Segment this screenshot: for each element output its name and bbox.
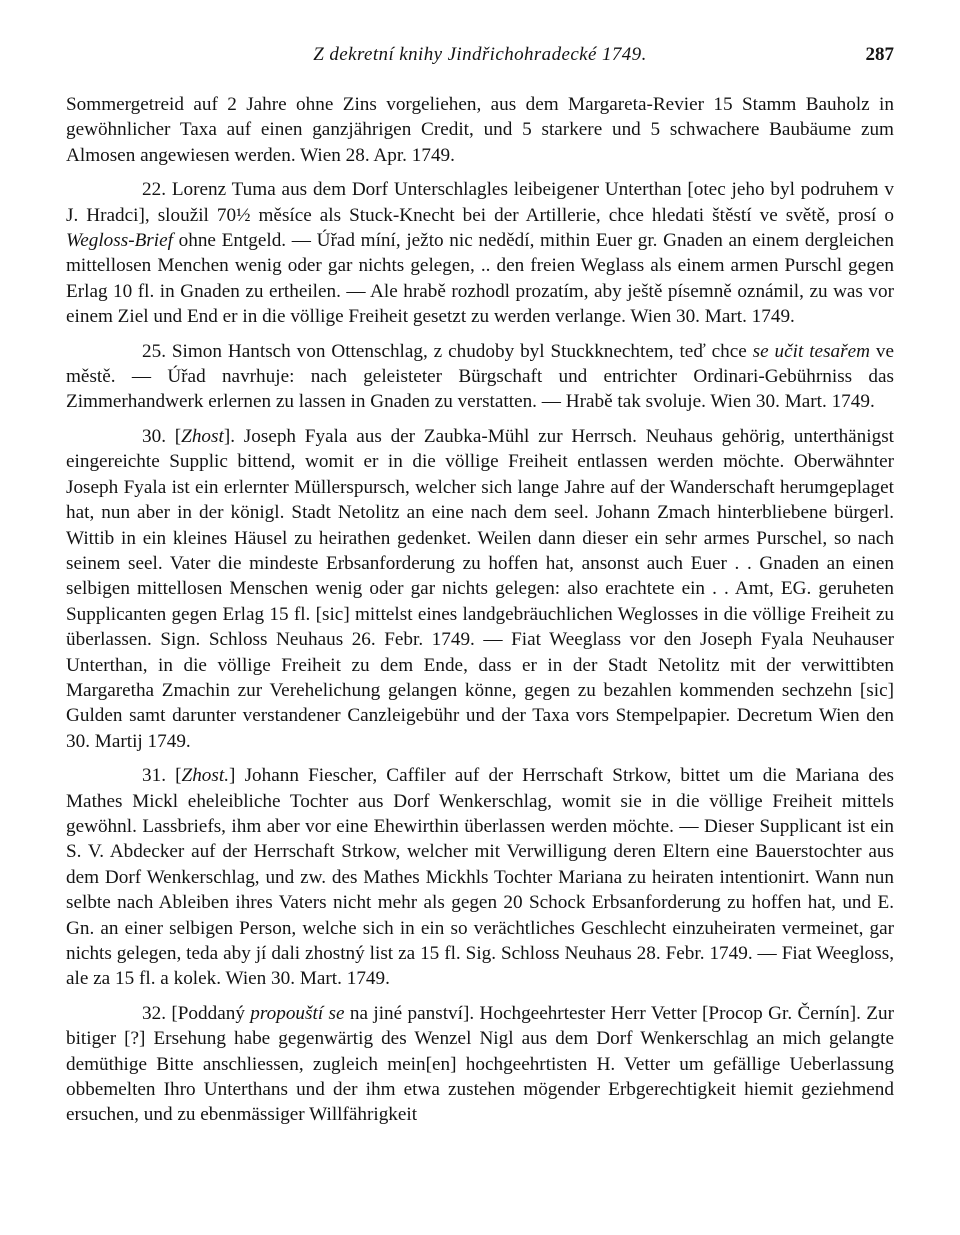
paragraph-32 bbox=[66, 1001, 894, 1128]
text-run: 32. [Poddaný bbox=[142, 1002, 251, 1024]
body-text bbox=[66, 92, 894, 1128]
text-run: ] Johann Fiescher, Caffiler auf der Herrschaft Strkow, bittet um die Mariana des Mathes Mickl eheleibliche Tochter aus Dorf Wenkerschlag, womit sie in die völlige Freiheit mittels gewöhnl. Lassbriefs, ihm aber vor eine Ehewirthin überlassen werden möchte. — Dieser Supplicant ist ein S. V. Abdecker auf der Herrschaft Strkow, welcher mit Verwilligung deren Eltern eine Bauerstochter aus dem Dorf Wenkerschlag, und zw. des Mathes Mickhls Tochter Mariana zu heiraten intentionirt. Wann nun selbte nach Ableiben ihres Vaters nicht mehr als gegen 20 Schock Erbsanforderung zu hoffen hat, und E. Gn. an einer selbigen Person, welche sich in ein so verächtliches Geschlecht einzuheiraten vermeinet, gar nichts gelegen, teda aby jí dali zhostný list za 15 fl. Sig. Schloss Neuhaus 28. Febr. 1749. — Fiat Weegloss, ale za 15 fl. a kolek. Wien 30. Mart. 1749. bbox=[66, 765, 895, 990]
text-run: ohne Entgeld. — Úřad míní, ježto nic nedědí, mithin Euer gr. Gnaden an einem dergleichen mittellosen Menchen wenig oder gar nichts gelegen, .. den freien Weglass als einem armen Purschl gegen Erlag 10 fl. in Gnaden zu ertheilen. — Ale hrabě rozhodl prozatím, aby ještě písemně oznámil, zu was vor einem Ziel und End er in die völlige Freiheit gesetzt zu werden verlange. Wien 30. Mart. 1749. bbox=[66, 230, 894, 328]
text-run: ]. Joseph Fyala aus der Zaubka-Mühl zur Herrsch. Neuhaus gehörig, unterthänigst eingereichte Supplic bittend, womit er in die völlige Freiheit entlassen werden möchte. Oberwähnter Joseph Fyala ist ein erlernter Müllerspursch, welcher sich lange Jahre auf der Wanderschaft herumgeplaget hat, nun aber in der königl. Stadt Netolitz an eine nach dem seel. Johann Zmach hinterbliebene bürgerl. Wittib in ein kleines Häusel zu heirathen gedenket. Weilen dann dieser ein sehr armes Purschel, so nach seinem seel. Vater die mindeste Erbsanforderung zu hoffen hat, ansonst auch Euer . . Gnaden an einen selbigen mittellosen Menschen wenig oder gar nichts gelegen: also erachtete ein . . Amt, EG. geruheten Supplicanten gegen Erlag 15 fl. [sic] mittelst eines landgebräuchlichen Weglosses in die völlige Freiheit zu überlassen. Sign. Schloss Neuhaus 26. Febr. 1749. — Fiat Weeglass vor den Joseph Fyala Neuhauser Unterthan, in die völlige Freiheit zu dem Ende, dass er in der Stadt Netolitz mit der verwittibten Margaretha Zmachin zur Verehelichung gelangen könne, gegen zu bezahlen kommenden sechzehn [sic] Gulden samt darunter verstandener Canzleigebühr und der Taxa vors Stempelpapier. Decretum Wien den 30. Martij 1749. bbox=[66, 425, 894, 752]
text-run: 30. [ bbox=[142, 425, 182, 447]
text-run: Sommergetreid auf 2 Jahre ohne Zins vorgeliehen, aus dem Margareta-Revier 15 Stamm Bauholz in gewöhnlicher Taxa auf einen ganzjährigen Credit, und 5 starkere und 5 schwachere Baubäume zum Almosen angewiesen werden. Wien 28. Apr. 1749. bbox=[66, 94, 894, 166]
paragraph-30 bbox=[66, 424, 894, 754]
paragraph-31 bbox=[66, 763, 894, 992]
italic-run: Zhost bbox=[181, 425, 224, 447]
paragraph-25 bbox=[66, 339, 894, 415]
paragraph-continuation bbox=[66, 92, 894, 168]
text-run: 22. Lorenz Tuma aus dem Dorf Unterschlagles leibeigener Unterthan [otec jeho byl podruhem v J. Hradci], sloužil 70½ měsíce als Stuck-Knecht bei der Artillerie, chce hledati štěstí ve světě, prosí o bbox=[66, 179, 894, 226]
page-header bbox=[66, 44, 894, 74]
italic-run: Zhost. bbox=[181, 765, 230, 787]
text-run: 25. Simon Hantsch von Ottenschlag, z chudoby byl Stuckknechtem, teď chce bbox=[142, 340, 753, 362]
page-number: 287 bbox=[865, 44, 894, 65]
italic-run: se učit tesařem bbox=[752, 340, 870, 362]
italic-run: Wegloss-Brief bbox=[66, 230, 173, 252]
text-run: 31. [ bbox=[142, 765, 182, 787]
italic-run: propouští se bbox=[250, 1002, 345, 1024]
running-head: Z dekretní knihy Jindřichohradecké 1749. bbox=[313, 44, 647, 65]
text-run: ve městě. — Úřad navrhuje: nach geleisteter Bürgschaft und entrichter Ordinari-Gebührniss das Zimmerhandwerk erlernen zu lassen in Gnaden zu verstatten. — Hrabě tak svoluje. Wien 30. Mart. 1749. bbox=[66, 340, 894, 413]
text-run: na jiné panství]. Hochgeehrtester Herr Vetter [Procop Gr. Černín]. Zur bitiger [?] Ersehung habe gegenwärtig des Wenzel Nigl aus dem Dorf Wenkerschlag an mich gelangte demüthige Bitte anschliessen, zugleich mein[en] hochgeehrtisten H. Vetter um gefällige Ueberlassung obbemelten Ihro Unterthans und der ihm etwa zustehen mögender Erbgerechtigkeit hiemit geziehmend ersuchen, und zu ebenmässiger Willfährigkeit bbox=[66, 1002, 894, 1126]
paragraph-22 bbox=[66, 177, 894, 329]
